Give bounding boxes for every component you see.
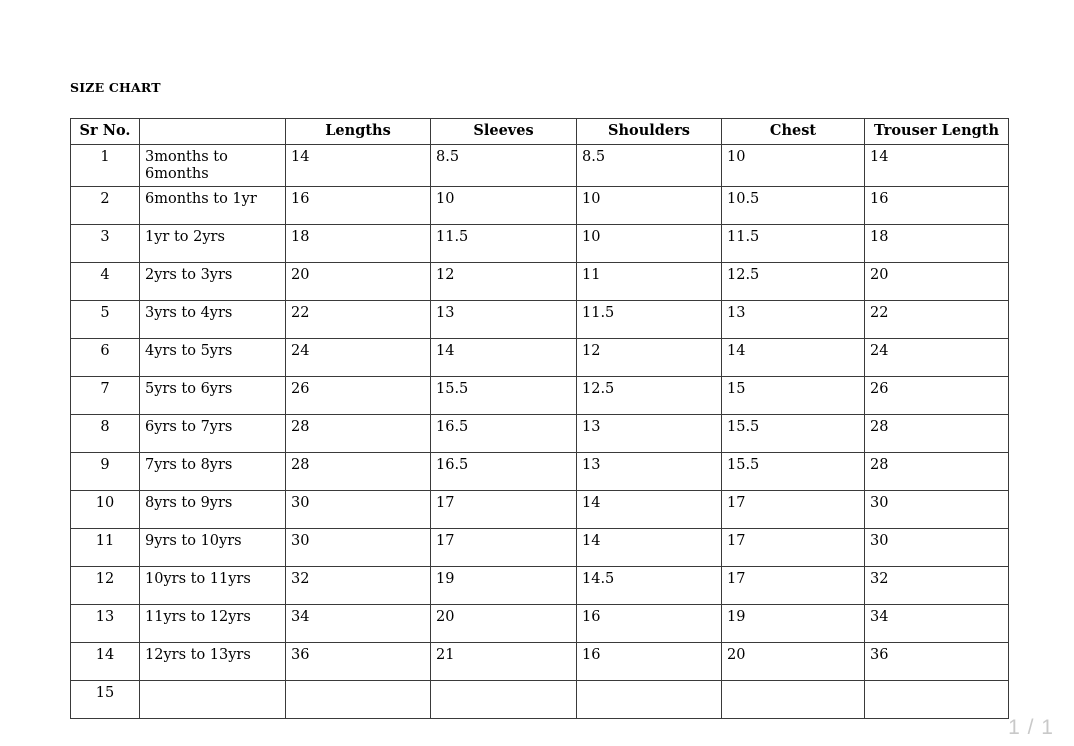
cell-age-range: 1yr to 2yrs <box>140 225 286 263</box>
cell-sleeves: 11.5 <box>431 225 577 263</box>
cell-trouser-length: 28 <box>865 453 1009 491</box>
cell-chest: 10 <box>722 145 865 187</box>
cell-sleeves: 8.5 <box>431 145 577 187</box>
cell-age-range: 11yrs to 12yrs <box>140 605 286 643</box>
cell-sleeves: 21 <box>431 643 577 681</box>
cell-trouser-length: 30 <box>865 529 1009 567</box>
cell-chest: 12.5 <box>722 263 865 301</box>
cell-sr-no: 1 <box>71 145 140 187</box>
cell-sr-no: 13 <box>71 605 140 643</box>
table-header-row <box>71 119 1009 145</box>
cell-shoulders: 8.5 <box>577 145 722 187</box>
cell-shoulders: 10 <box>577 225 722 263</box>
cell-sr-no: 6 <box>71 339 140 377</box>
cell-shoulders <box>577 681 722 719</box>
cell-sleeves: 19 <box>431 567 577 605</box>
cell-age-range: 4yrs to 5yrs <box>140 339 286 377</box>
cell-sleeves: 16.5 <box>431 415 577 453</box>
cell-chest: 17 <box>722 567 865 605</box>
table-row <box>71 187 1009 225</box>
cell-chest <box>722 681 865 719</box>
cell-length: 14 <box>286 145 431 187</box>
size-chart-table <box>70 118 1009 719</box>
cell-shoulders: 12 <box>577 339 722 377</box>
cell-sleeves: 13 <box>431 301 577 339</box>
cell-chest: 17 <box>722 491 865 529</box>
cell-age-range <box>140 681 286 719</box>
cell-shoulders: 12.5 <box>577 377 722 415</box>
cell-length: 20 <box>286 263 431 301</box>
cell-chest: 17 <box>722 529 865 567</box>
cell-trouser-length: 22 <box>865 301 1009 339</box>
cell-length <box>286 681 431 719</box>
cell-length: 34 <box>286 605 431 643</box>
cell-trouser-length: 32 <box>865 567 1009 605</box>
column-header-age-range <box>140 119 286 145</box>
cell-sleeves: 14 <box>431 339 577 377</box>
cell-sr-no: 3 <box>71 225 140 263</box>
cell-age-range: 8yrs to 9yrs <box>140 491 286 529</box>
cell-sleeves: 17 <box>431 491 577 529</box>
cell-trouser-length: 36 <box>865 643 1009 681</box>
size-chart-table-container <box>70 118 1008 719</box>
page-number: 1 / 1 <box>1008 716 1054 739</box>
page-title: SIZE CHART <box>70 80 161 95</box>
cell-length: 30 <box>286 529 431 567</box>
cell-sr-no: 11 <box>71 529 140 567</box>
cell-length: 28 <box>286 415 431 453</box>
cell-sr-no: 10 <box>71 491 140 529</box>
cell-sleeves: 20 <box>431 605 577 643</box>
table-row <box>71 377 1009 415</box>
cell-shoulders: 16 <box>577 643 722 681</box>
cell-trouser-length <box>865 681 1009 719</box>
cell-shoulders: 11.5 <box>577 301 722 339</box>
table-row <box>71 491 1009 529</box>
table-row <box>71 453 1009 491</box>
cell-shoulders: 11 <box>577 263 722 301</box>
cell-age-range: 12yrs to 13yrs <box>140 643 286 681</box>
cell-sleeves: 12 <box>431 263 577 301</box>
cell-age-range: 6months to 1yr <box>140 187 286 225</box>
cell-sr-no: 8 <box>71 415 140 453</box>
cell-chest: 19 <box>722 605 865 643</box>
cell-shoulders: 16 <box>577 605 722 643</box>
table-header <box>71 119 1009 145</box>
cell-age-range: 5yrs to 6yrs <box>140 377 286 415</box>
cell-length: 30 <box>286 491 431 529</box>
cell-trouser-length: 30 <box>865 491 1009 529</box>
cell-length: 24 <box>286 339 431 377</box>
column-header-shoulders: Shoulders <box>577 119 722 145</box>
cell-length: 16 <box>286 187 431 225</box>
column-header-sleeves: Sleeves <box>431 119 577 145</box>
cell-age-range: 10yrs to 11yrs <box>140 567 286 605</box>
table-row <box>71 605 1009 643</box>
cell-trouser-length: 20 <box>865 263 1009 301</box>
cell-trouser-length: 18 <box>865 225 1009 263</box>
cell-age-range: 3months to 6months <box>140 145 286 187</box>
cell-sr-no: 5 <box>71 301 140 339</box>
cell-sleeves: 10 <box>431 187 577 225</box>
cell-age-range: 6yrs to 7yrs <box>140 415 286 453</box>
cell-sr-no: 12 <box>71 567 140 605</box>
cell-trouser-length: 24 <box>865 339 1009 377</box>
cell-length: 28 <box>286 453 431 491</box>
cell-length: 36 <box>286 643 431 681</box>
cell-shoulders: 13 <box>577 453 722 491</box>
cell-length: 26 <box>286 377 431 415</box>
cell-chest: 13 <box>722 301 865 339</box>
cell-chest: 14 <box>722 339 865 377</box>
cell-trouser-length: 26 <box>865 377 1009 415</box>
cell-chest: 15 <box>722 377 865 415</box>
cell-chest: 20 <box>722 643 865 681</box>
cell-chest: 11.5 <box>722 225 865 263</box>
cell-shoulders: 14 <box>577 529 722 567</box>
cell-trouser-length: 34 <box>865 605 1009 643</box>
cell-length: 18 <box>286 225 431 263</box>
table-row <box>71 339 1009 377</box>
cell-chest: 15.5 <box>722 453 865 491</box>
cell-length: 22 <box>286 301 431 339</box>
cell-trouser-length: 16 <box>865 187 1009 225</box>
table-row <box>71 529 1009 567</box>
cell-sr-no: 15 <box>71 681 140 719</box>
cell-chest: 15.5 <box>722 415 865 453</box>
table-row <box>71 643 1009 681</box>
cell-trouser-length: 14 <box>865 145 1009 187</box>
table-row <box>71 225 1009 263</box>
cell-sr-no: 14 <box>71 643 140 681</box>
cell-shoulders: 14 <box>577 491 722 529</box>
cell-shoulders: 13 <box>577 415 722 453</box>
cell-shoulders: 14.5 <box>577 567 722 605</box>
table-row <box>71 263 1009 301</box>
cell-sr-no: 4 <box>71 263 140 301</box>
cell-sr-no: 9 <box>71 453 140 491</box>
table-body <box>71 145 1009 719</box>
table-row <box>71 415 1009 453</box>
cell-length: 32 <box>286 567 431 605</box>
column-header-sr-no: Sr No. <box>71 119 140 145</box>
cell-sleeves: 17 <box>431 529 577 567</box>
cell-age-range: 3yrs to 4yrs <box>140 301 286 339</box>
cell-age-range: 7yrs to 8yrs <box>140 453 286 491</box>
table-row <box>71 145 1009 187</box>
cell-age-range: 9yrs to 10yrs <box>140 529 286 567</box>
column-header-lengths: Lengths <box>286 119 431 145</box>
cell-sr-no: 2 <box>71 187 140 225</box>
cell-sleeves: 15.5 <box>431 377 577 415</box>
cell-sr-no: 7 <box>71 377 140 415</box>
table-row <box>71 301 1009 339</box>
cell-age-range: 2yrs to 3yrs <box>140 263 286 301</box>
cell-shoulders: 10 <box>577 187 722 225</box>
column-header-trouser-length: Trouser Length <box>865 119 1009 145</box>
table-row <box>71 681 1009 719</box>
cell-chest: 10.5 <box>722 187 865 225</box>
cell-sleeves <box>431 681 577 719</box>
cell-sleeves: 16.5 <box>431 453 577 491</box>
column-header-chest: Chest <box>722 119 865 145</box>
cell-trouser-length: 28 <box>865 415 1009 453</box>
table-row <box>71 567 1009 605</box>
